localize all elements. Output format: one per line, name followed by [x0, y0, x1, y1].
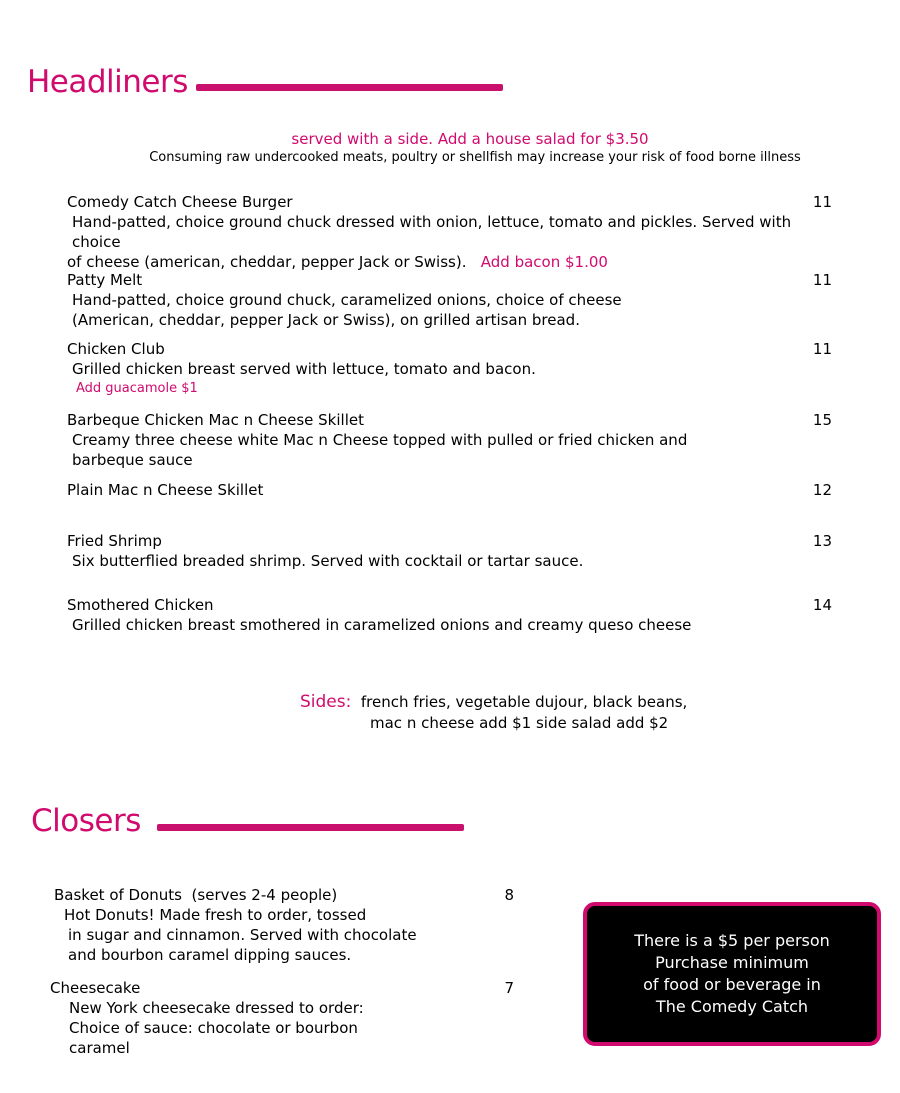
item-name: Smothered Chicken: [67, 596, 214, 614]
item-price: 11: [812, 271, 832, 289]
menu-item-chicken-club: [67, 339, 832, 399]
item-name: Basket of Donuts: [54, 886, 182, 904]
item-description: Hot Donuts! Made fresh to order, tossed: [64, 906, 367, 924]
dessert-header: [54, 885, 514, 905]
item-price: 11: [812, 193, 832, 211]
item-description-cont: Choice of sauce: chocolate or bourbon: [69, 1019, 358, 1037]
headliners-title: Headliners: [27, 64, 188, 100]
closers-title: Closers: [31, 803, 141, 839]
item-description: Grilled chicken breast served with lettuce, tomato and bacon.: [72, 360, 536, 378]
item-description: New York cheesecake dressed to order:: [69, 999, 364, 1017]
menu-item-patty-melt: [67, 270, 832, 330]
item-price: 12: [812, 481, 832, 499]
item-description-cont: (American, cheddar, pepper Jack or Swiss), on grilled artisan bread.: [72, 311, 580, 329]
item-price: 8: [504, 886, 514, 904]
item-price: 13: [812, 532, 832, 550]
notice-text: There is a $5 per person Purchase minimum of food or beverage in The Comedy Catch: [634, 931, 830, 1016]
sides-block: [300, 692, 687, 734]
item-name: Plain Mac n Cheese Skillet: [67, 481, 264, 499]
menu-item-fried-shrimp: [67, 531, 832, 571]
sides-line-2: mac n cheese add $1 side salad add $2: [370, 714, 669, 732]
menu-item-plain-mac: [67, 480, 832, 500]
item-price: 15: [812, 411, 832, 429]
sides-line-1: Sides: french fries, vegetable dujour, black beans,: [300, 692, 688, 712]
item-description: Six butterflied breaded shrimp. Served with cocktail or tartar sauce.: [72, 552, 584, 570]
addon-bacon: Add bacon $1.00: [480, 253, 608, 271]
item-name: Comedy Catch Cheese Burger: [67, 193, 293, 211]
minimum-purchase-notice: [583, 902, 881, 1046]
side-note: served with a side. Add a house salad for $3.50: [291, 130, 649, 148]
food-warning: Consuming raw undercooked meats, poultry or shellfish may increase your risk of food borne illness: [149, 150, 801, 165]
headliners-rule: [196, 84, 503, 91]
menu-item-cheese-burger: [67, 192, 832, 272]
item-description: Hand-patted, choice ground chuck dressed with onion, lettuce, tomato and pickles. Served with choice: [72, 213, 792, 251]
item-name: Fried Shrimp: [67, 532, 162, 550]
item-description: Grilled chicken breast smothered in caramelized onions and creamy queso cheese: [72, 616, 692, 634]
item-name: Patty Melt: [67, 271, 143, 289]
item-description-cont: barbeque sauce: [72, 451, 193, 469]
item-price: 11: [812, 340, 832, 358]
item-name: Chicken Club: [67, 340, 165, 358]
item-description-cont: caramel: [69, 1039, 130, 1057]
item-description: Hand-patted, choice ground chuck, caramelized onions, choice of cheese: [72, 291, 622, 309]
item-description-cont: in sugar and cinnamon. Served with chocolate: [68, 926, 417, 944]
item-price: 14: [812, 596, 832, 614]
item-description-cont: of cheese (american, cheddar, pepper Jack or Swiss). Add bacon $1.00: [67, 253, 608, 271]
item-note: (serves 2-4 people): [191, 886, 338, 904]
menu-item-bbq-mac: [67, 410, 832, 470]
dessert-donuts: [54, 885, 514, 965]
item-name: Cheesecake: [50, 979, 141, 997]
closers-rule: [157, 824, 464, 831]
dessert-cheesecake: [50, 978, 514, 1058]
item-description: Creamy three cheese white Mac n Cheese topped with pulled or fried chicken and: [72, 431, 688, 449]
menu-item-smothered-chicken: [67, 595, 832, 635]
item-name: Barbeque Chicken Mac n Cheese Skillet: [67, 411, 364, 429]
sides-label: Sides:: [300, 692, 352, 712]
item-description-cont: and bourbon caramel dipping sauces.: [68, 946, 352, 964]
addon-guacamole: Add guacamole $1: [76, 381, 198, 396]
item-price: 7: [504, 979, 514, 997]
